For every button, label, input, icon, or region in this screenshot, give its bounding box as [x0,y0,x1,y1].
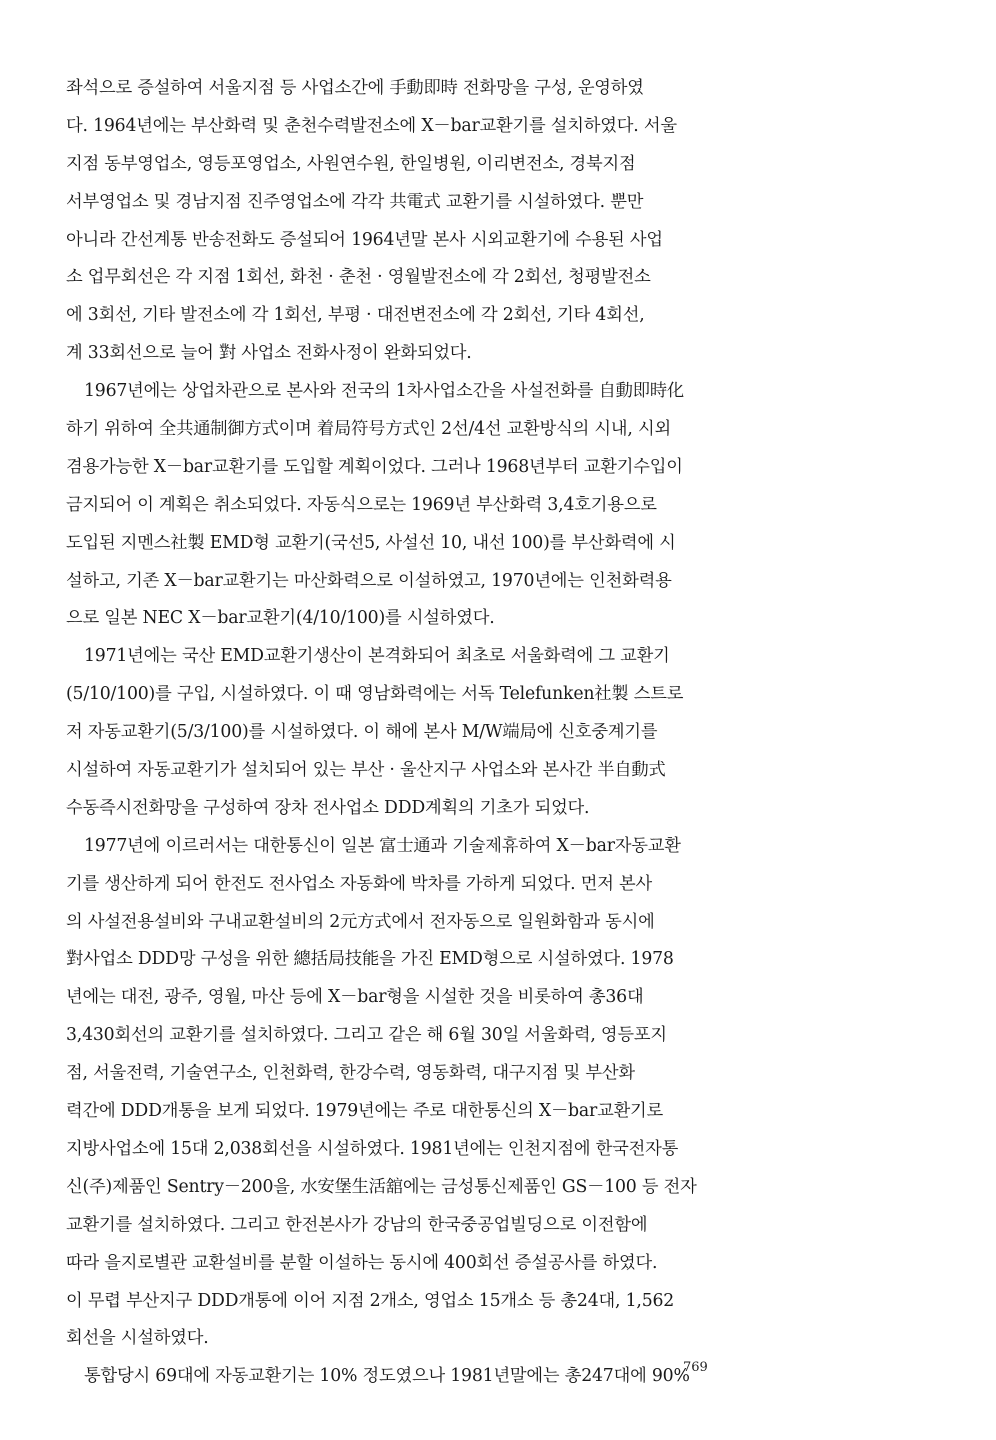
text-line: 지방사업소에 15대 2,038회선을 시설하였다. 1981년에는 인천지점에 한국전자통 [66,1138,679,1159]
text-line: 1971년에는 국산 EMD교환기생산이 본격화되어 최초로 서울화력에 그 교환기 [84,646,670,667]
text-line: 對사업소 DDD망 구성을 위한 總括局技能을 가진 EMD형으로 시설하였다. 1978 [66,949,674,970]
text-line: 하기 위하여 全共通制御方式이며 着局符号方式인 2선/4선 교환방식의 시내, 시외 [66,419,671,440]
text-line: 서부영업소 및 경남지점 진주영업소에 각각 共電式 교환기를 시설하였다. 뿐만 [66,191,644,212]
text-line: 1977년에 이르러서는 대한통신이 일본 富士通과 기술제휴하여 X－bar자동교환 [84,835,681,856]
text-line: 회선을 시설하였다. [66,1328,209,1349]
text-line: 력간에 DDD개통을 보게 되었다. 1979년에는 주로 대한통신의 X－bar교환기로 [66,1101,664,1122]
text-line: 따라 을지로별관 교환설비를 분할 이설하는 동시에 400회선 증설공사를 하였다. [66,1252,658,1273]
text-line: 년에는 대전, 광주, 영월, 마산 등에 X－bar형을 시설한 것을 비롯하여 총36대 [66,987,644,1008]
text-line: 시설하여 자동교환기가 설치되어 있는 부산 · 울산지구 사업소와 본사간 半自動式 [66,760,666,781]
text-line: 설하고, 기존 X－bar교환기는 마산화력으로 이설하였고, 1970년에는 인천화력용 [66,570,672,591]
document-body [66,70,722,1396]
text-line: 교환기를 설치하였다. 그리고 한전본사가 강남의 한국중공업빌딩으로 이전함에 [66,1214,648,1235]
text-line: 으로 일본 NEC X－bar교환기(4/10/100)를 시설하였다. [66,608,495,629]
text-line: 계 33회선으로 늘어 對 사업소 전화사정이 완화되었다. [66,343,472,364]
text-line: 지점 동부영업소, 영등포영업소, 사원연수원, 한일병원, 이리변전소, 경북지점 [66,153,636,174]
text-line: 1967년에는 상업차관으로 본사와 전국의 1차사업소간을 사설전화를 自動即時化 [84,381,684,402]
page-number: 769 [683,1360,708,1375]
text-line: 도입된 지멘스社製 EMD형 교환기(국선5, 사설선 10, 내선 100)를 부산화력에 시 [66,532,676,553]
text-line: 신(주)제품인 Sentry－200을, 水安堡生活舘에는 금성통신제품인 GS－100 등 전자 [66,1176,697,1197]
text-line: 에 3회선, 기타 발전소에 각 1회선, 부평 · 대전변전소에 각 2회선, 기타 4회선, [66,305,645,326]
text-line: 기를 생산하게 되어 한전도 전사업소 자동화에 박차를 가하게 되었다. 먼저 본사 [66,873,653,894]
text-line: 저 자동교환기(5/3/100)를 시설하였다. 이 해에 본사 M/W端局에 신호중계기를 [66,722,658,743]
text-line: 좌석으로 증설하여 서울지점 등 사업소간에 手動即時 전화망을 구성, 운영하였 [66,78,644,98]
text-line: 3,430회선의 교환기를 설치하였다. 그리고 같은 해 6월 30일 서울화력, 영등포지 [66,1025,667,1046]
text-line: 다. 1964년에는 부산화력 및 춘천수력발전소에 X－bar교환기를 설치하였다. 서울 [66,115,677,136]
text-line: 의 사설전용설비와 구내교환설비의 2元方式에서 전자동으로 일원화함과 동시에 [66,911,655,932]
text-line: 통합당시 69대에 자동교환기는 10% 정도였으나 1981년말에는 총247대에 90% [84,1366,690,1387]
text-line: 소 업무회선은 각 지점 1회선, 화천 · 춘천 · 영월발전소에 각 2회선, 청평발전소 [66,267,651,288]
text-line: 금지되어 이 계획은 취소되었다. 자동식으로는 1969년 부산화력 3,4호기용으로 [66,494,657,515]
text-line: 점, 서울전력, 기술연구소, 인천화력, 한강수력, 영동화력, 대구지점 및 부산화 [66,1063,635,1084]
text-line: 이 무렵 부산지구 DDD개통에 이어 지점 2개소, 영업소 15개소 등 총24대, 1,562 [66,1290,675,1311]
text-line: 수동즉시전화망을 구성하여 장차 전사업소 DDD계획의 기초가 되었다. [66,797,590,818]
text-line: 아니라 간선계통 반송전화도 증설되어 1964년말 본사 시외교환기에 수용된 사업 [66,229,663,250]
text-line: 겸용가능한 X－bar교환기를 도입할 계획이었다. 그러나 1968년부터 교환기수입이 [66,456,683,477]
text-line: (5/10/100)를 구입, 시설하였다. 이 때 영남화력에는 서독 Telefunken社製 스트로 [66,684,684,705]
